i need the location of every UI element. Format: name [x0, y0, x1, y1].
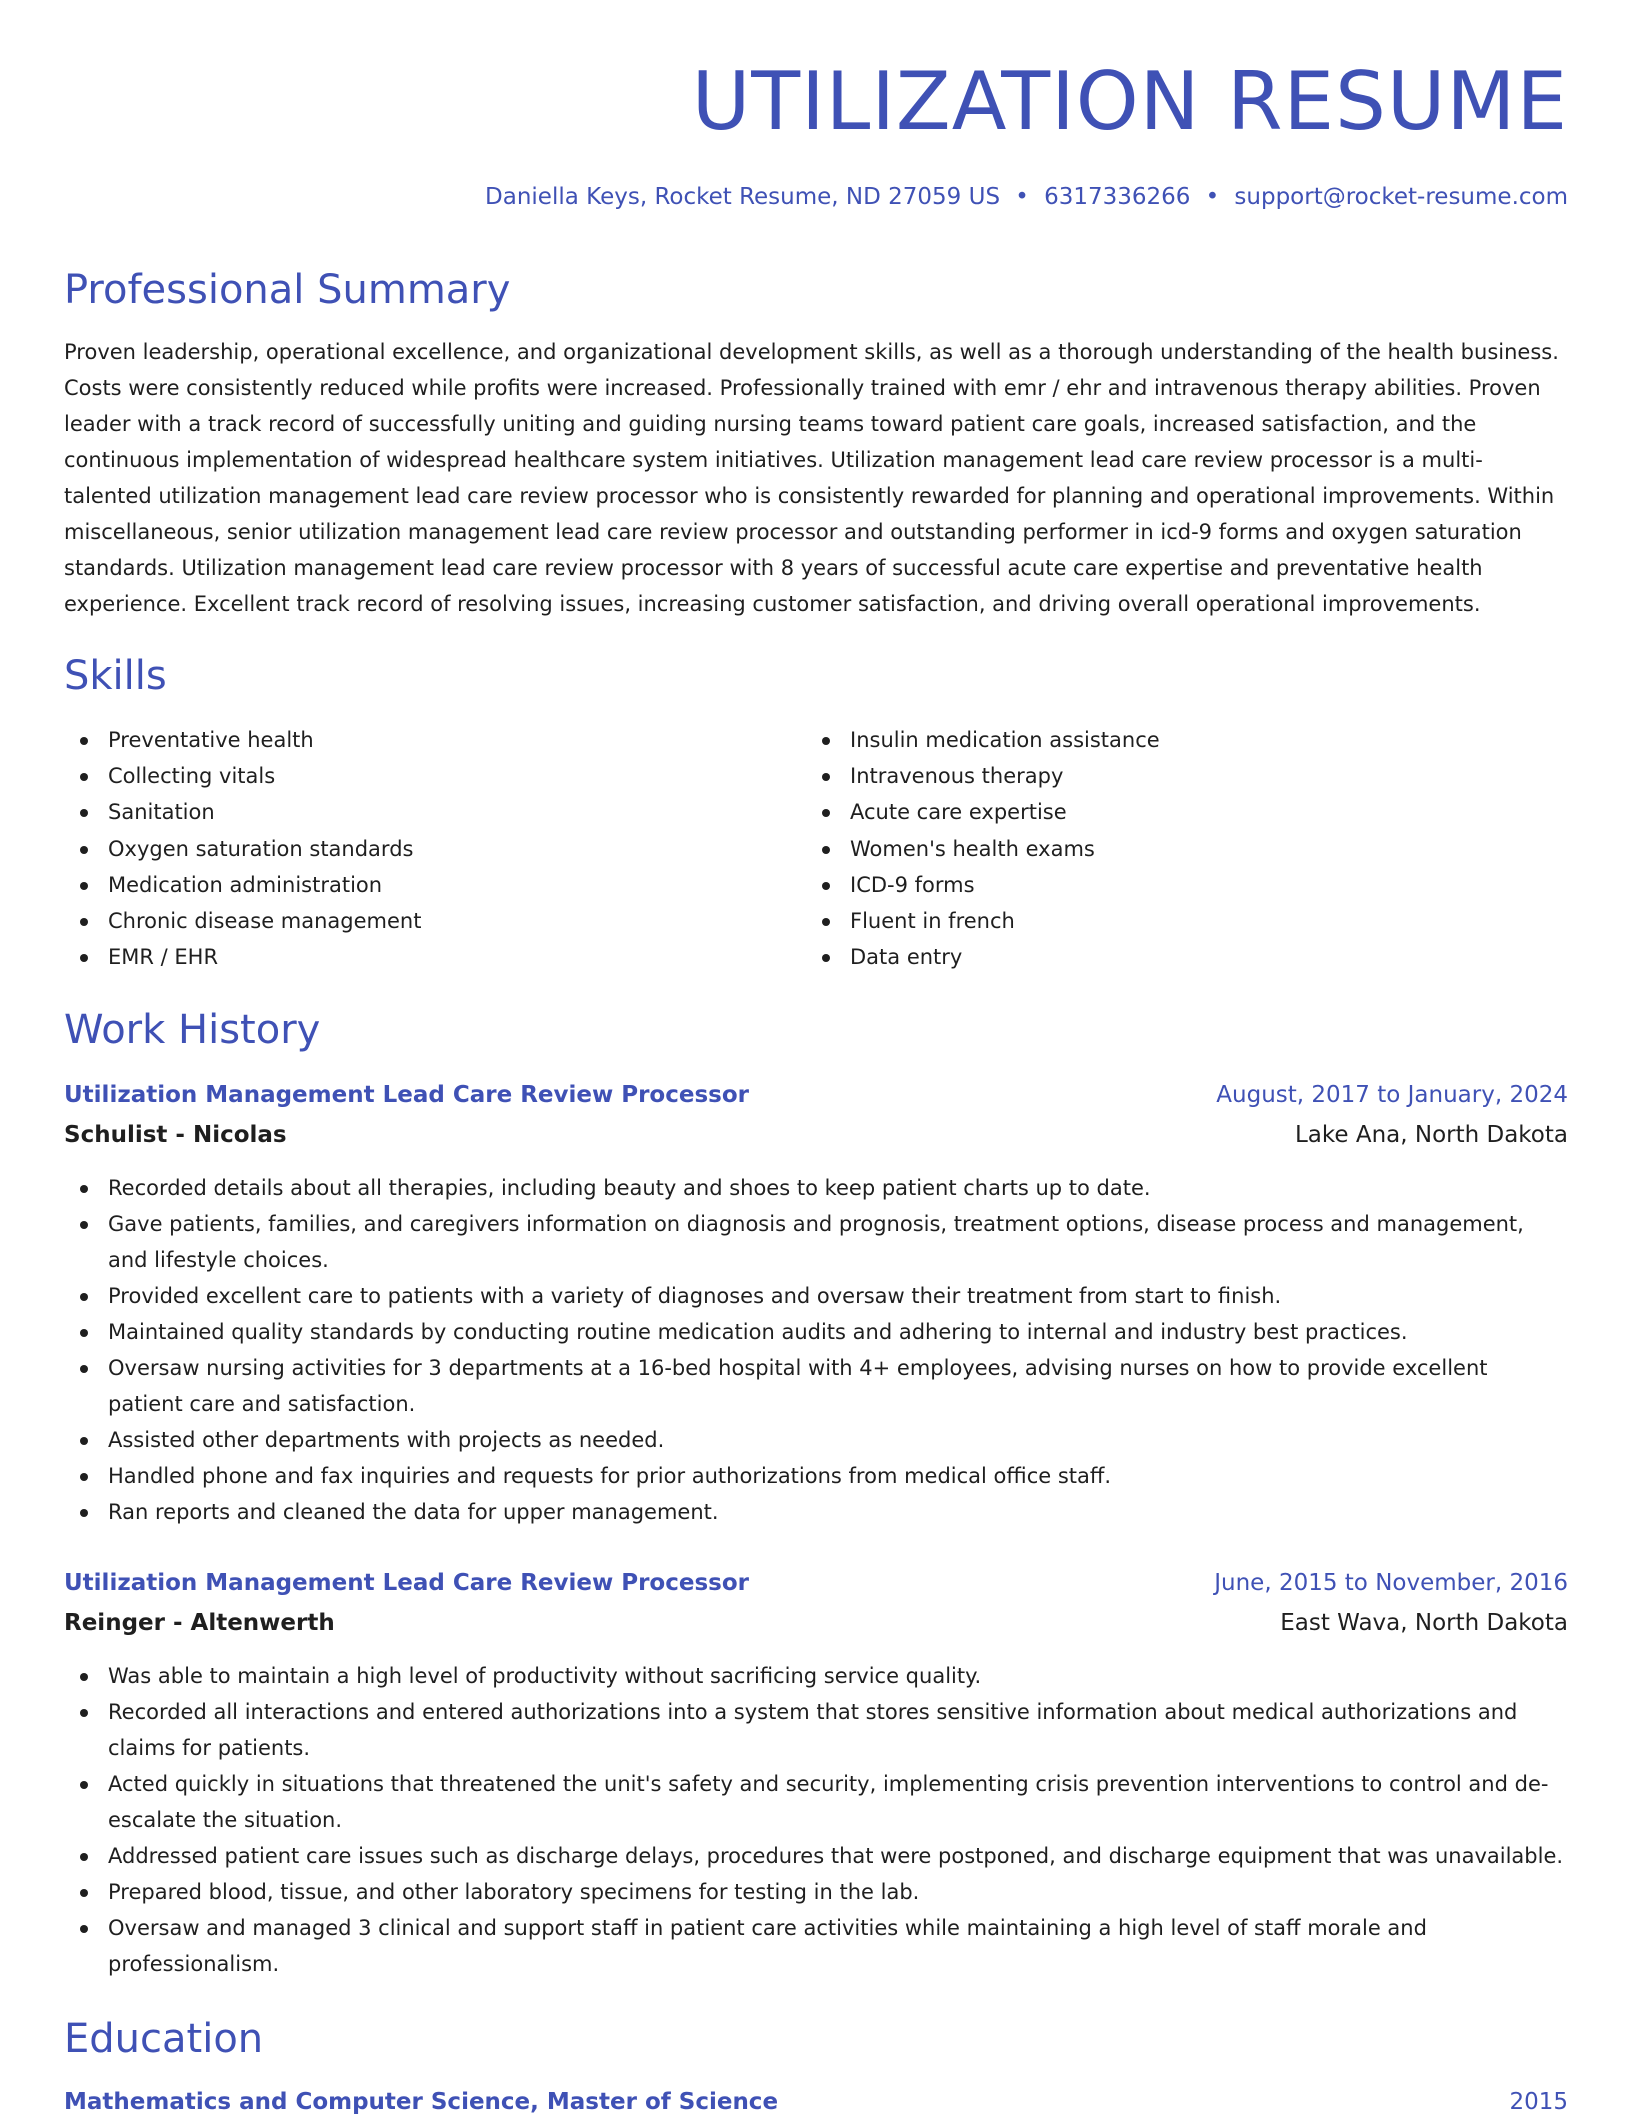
job-bullet: Recorded details about all therapies, including beauty and shoes to keep patient charts up to date.: [64, 1170, 1568, 1206]
skill-item: ICD-9 forms: [806, 867, 1546, 903]
job-bullet: Oversaw nursing activities for 3 departments at a 16-bed hospital with 4+ employees, advising nurses on how to provide excellent patient care and satisfaction.: [64, 1350, 1568, 1422]
skill-item: Intravenous therapy: [806, 758, 1546, 794]
contact-separator: •: [1205, 184, 1220, 210]
job-dates: August, 2017 to January, 2024: [1216, 1082, 1568, 1108]
job-location: East Wava, North Dakota: [1280, 1610, 1568, 1636]
skill-item: Acute care expertise: [806, 794, 1546, 830]
contact-address: Daniella Keys, Rocket Resume, ND 27059 US: [485, 184, 1001, 210]
job-bullets: [64, 1170, 1568, 1530]
skill-item: Collecting vitals: [64, 758, 764, 794]
resume-title: UTILIZATION RESUME: [691, 55, 1568, 148]
skills-heading: Skills: [64, 653, 167, 699]
contact-line: [485, 181, 1568, 213]
job-location: Lake Ana, North Dakota: [1294, 1122, 1568, 1148]
job-dates: June, 2015 to November, 2016: [1214, 1570, 1568, 1596]
job-company: Schulist - Nicolas: [64, 1122, 287, 1148]
contact-email[interactable]: support@rocket-resume.com: [1234, 184, 1568, 210]
skills-list-right: [806, 722, 1546, 975]
job-bullet: Recorded all interactions and entered authorizations into a system that stores sensitive information about medical authorizations and claims for patients.: [64, 1694, 1568, 1766]
job-bullet: Handled phone and fax inquiries and requests for prior authorizations from medical office staff.: [64, 1458, 1568, 1494]
skill-item: EMR / EHR: [64, 939, 764, 975]
job-bullet: Provided excellent care to patients with a variety of diagnoses and oversaw their treatment from start to finish.: [64, 1278, 1568, 1314]
skills-list-left: [64, 722, 764, 975]
job-bullet: Acted quickly in situations that threatened the unit's safety and security, implementing crisis prevention interventions to control and de-escalate the situation.: [64, 1766, 1568, 1838]
job-bullet: Assisted other departments with projects as needed.: [64, 1422, 1568, 1458]
job-bullets: [64, 1658, 1568, 1982]
summary-heading: Professional Summary: [64, 267, 511, 313]
skill-item: Oxygen saturation standards: [64, 831, 764, 867]
skill-item: Chronic disease management: [64, 903, 764, 939]
skill-item: Fluent in french: [806, 903, 1546, 939]
skill-item: Insulin medication assistance: [806, 722, 1546, 758]
education-heading: Education: [64, 2016, 264, 2062]
job-company: Reinger - Altenwerth: [64, 1610, 335, 1636]
job-bullet: Prepared blood, tissue, and other laboratory specimens for testing in the lab.: [64, 1874, 1568, 1910]
skill-item: Women's health exams: [806, 831, 1546, 867]
contact-separator: •: [1015, 184, 1029, 210]
education-degree: Mathematics and Computer Science, Master of Science: [64, 2089, 779, 2115]
skill-item: Preventative health: [64, 722, 764, 758]
resume-page: [64, 0, 1568, 2115]
skill-item: Medication administration: [64, 867, 764, 903]
job-bullet: Gave patients, families, and caregivers information on diagnosis and prognosis, treatment options, disease process and management, and lifestyle choices.: [64, 1206, 1568, 1278]
summary-text: Proven leadership, operational excellence, and organizational development skills, as well as a thorough understanding of the health business. Costs were consistently reduced while profits were increased. Professionally trained with emr / ehr and intravenous therapy abilities. Proven leader with a track record of successfully uniting and guiding nursing teams toward patient care goals, increased satisfaction, and the continuous implementation of widespread healthcare system initiatives. Utilization management lead care review processor is a multi-talented utilization management lead care review processor who is consistently rewarded for planning and operational improvements. Within miscellaneous, senior utilization management lead care review processor and outstanding performer in icd-9 forms and oxygen saturation standards. Utilization management lead care review processor with 8 years of successful acute care expertise and preventative health experience. Excellent track record of resolving issues, increasing customer satisfaction, and driving overall operational improvements.: [64, 340, 1559, 616]
contact-phone: 6317336266: [1044, 184, 1191, 210]
job-bullet: Addressed patient care issues such as discharge delays, procedures that were postponed, and discharge equipment that was unavailable.: [64, 1838, 1568, 1874]
job-bullet: Oversaw and managed 3 clinical and support staff in patient care activities while maintaining a high level of staff morale and professionalism.: [64, 1910, 1568, 1982]
education-year: 2015: [1509, 2089, 1568, 2115]
job-bullet: Maintained quality standards by conducting routine medication audits and adhering to internal and industry best practices.: [64, 1314, 1568, 1350]
work-heading: Work History: [64, 1007, 321, 1053]
skill-item: Sanitation: [64, 794, 764, 830]
job-bullet: Ran reports and cleaned the data for upper management.: [64, 1494, 1568, 1530]
job-title: Utilization Management Lead Care Review Processor: [64, 1082, 749, 1108]
job-bullet: Was able to maintain a high level of productivity without sacrificing service quality.: [64, 1658, 1568, 1694]
skill-item: Data entry: [806, 939, 1546, 975]
job-title: Utilization Management Lead Care Review Processor: [64, 1570, 749, 1596]
